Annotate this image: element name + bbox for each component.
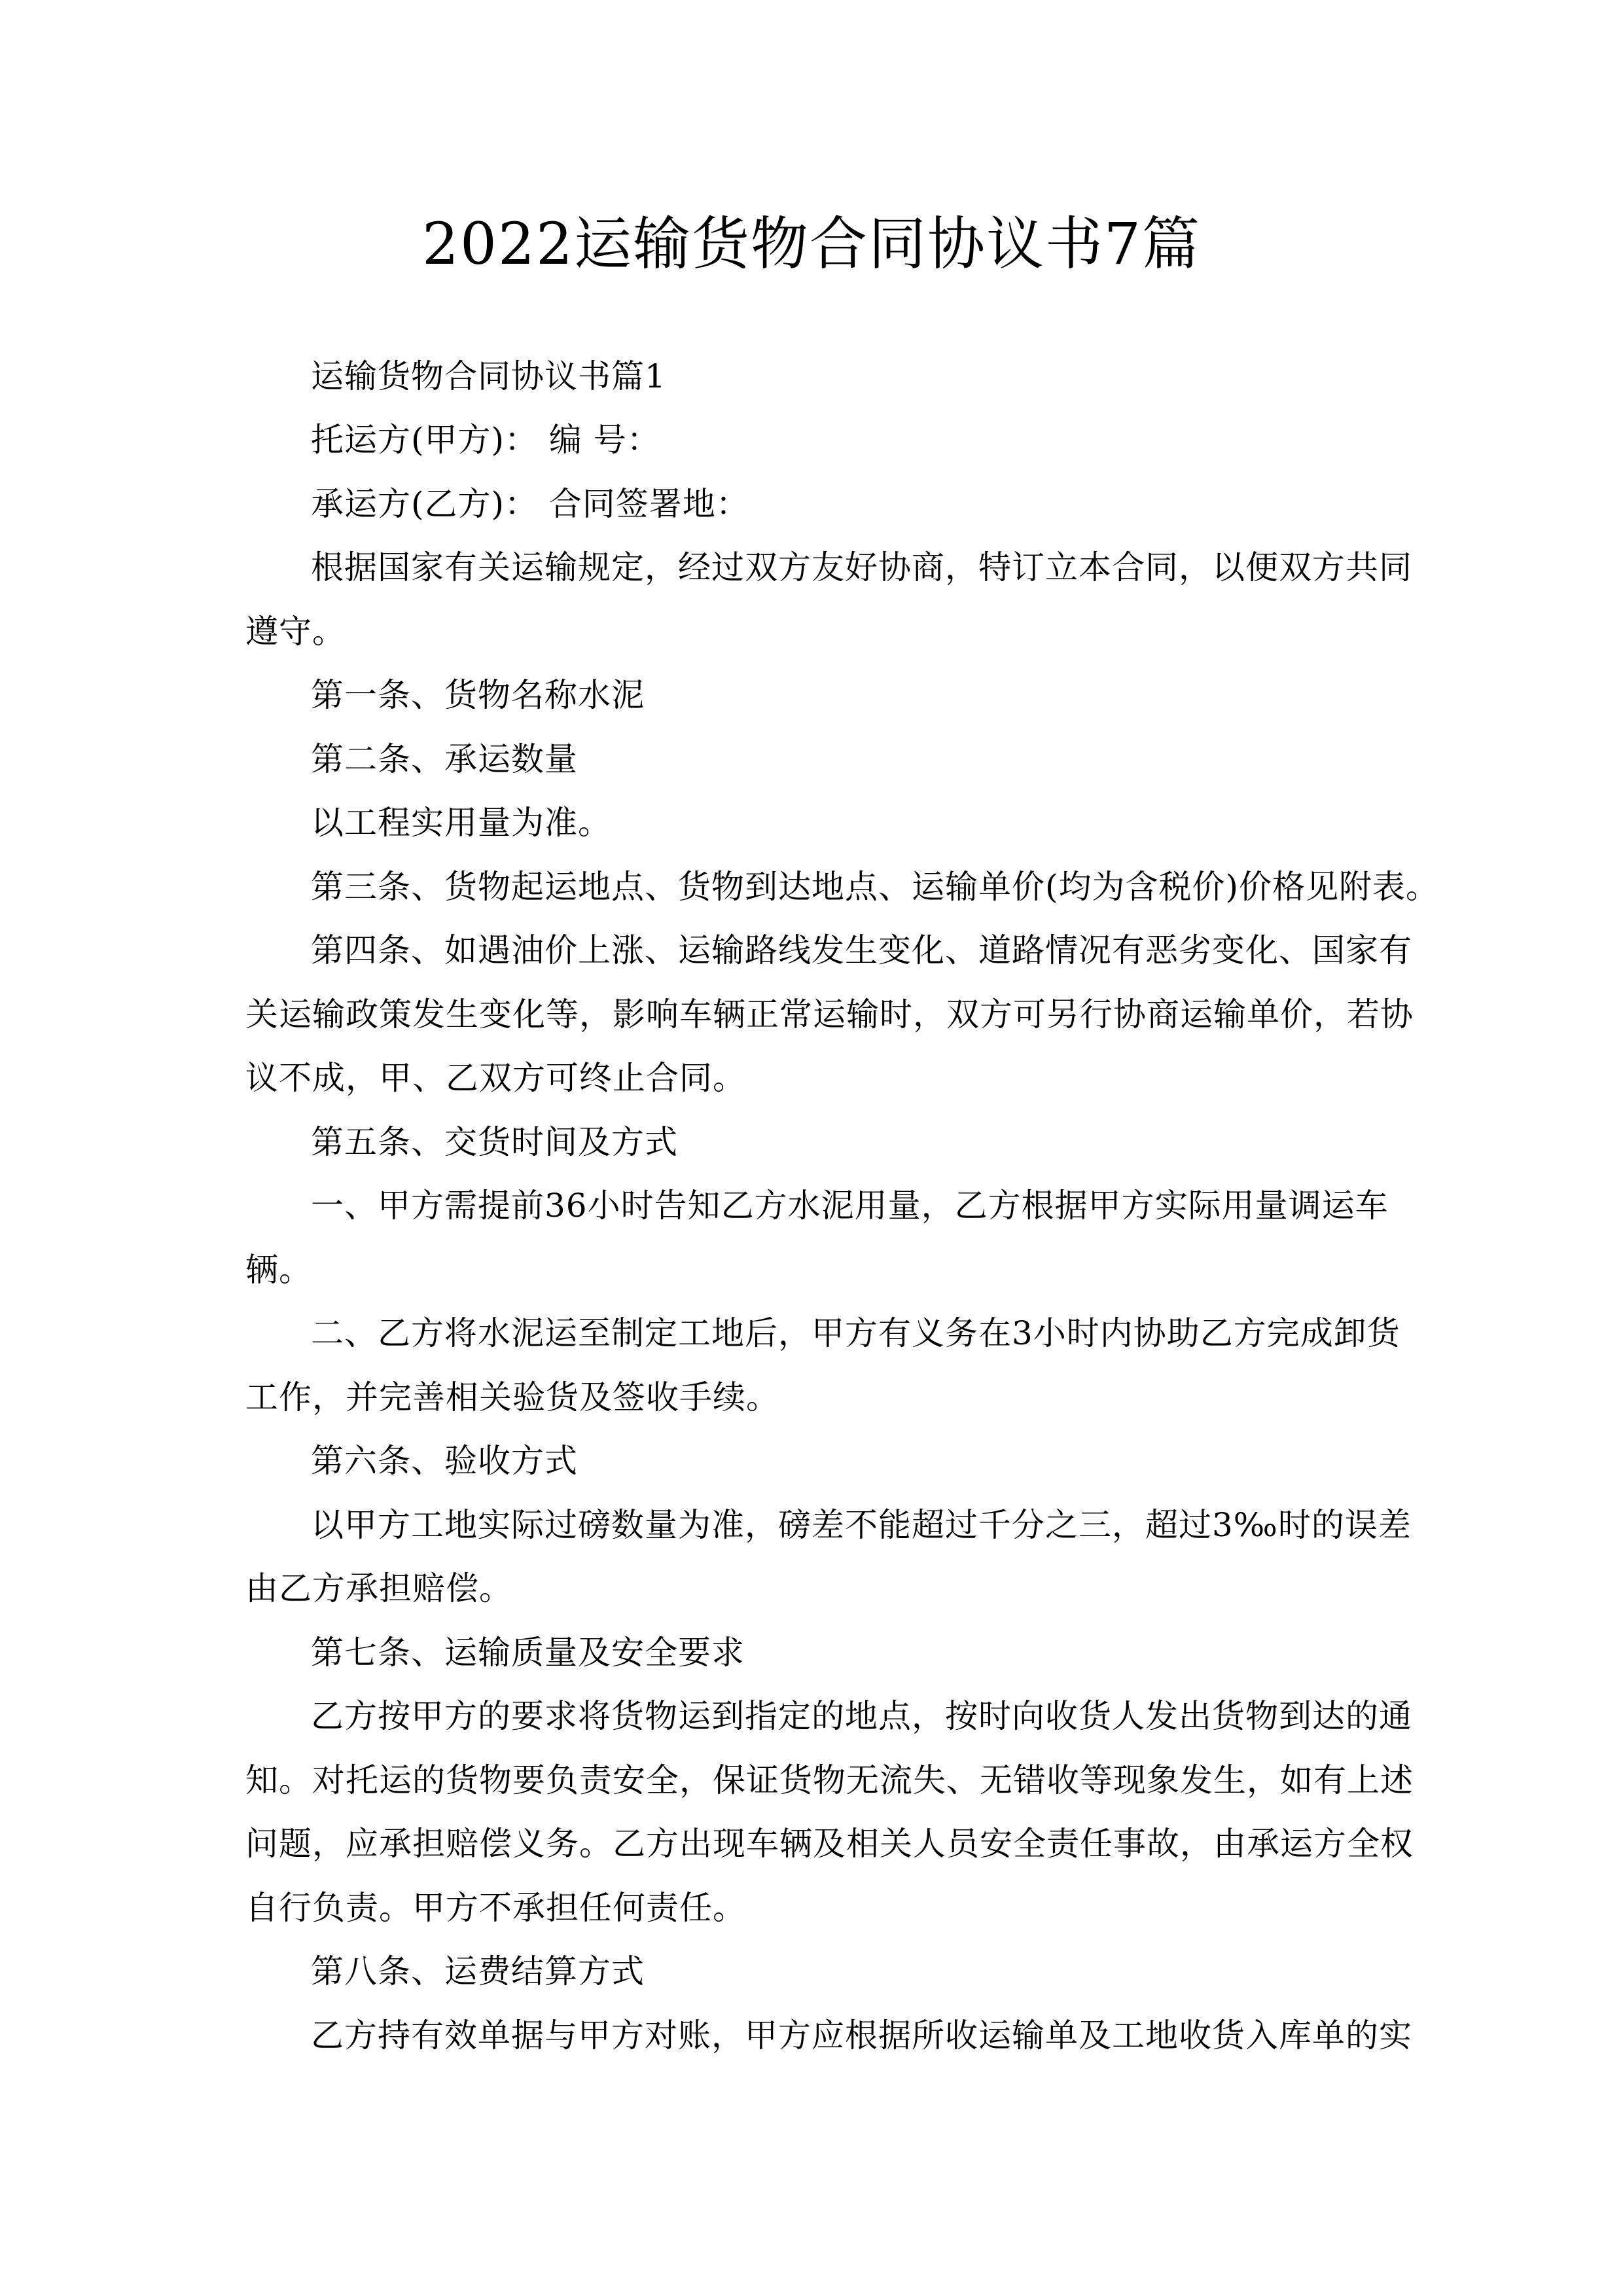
text-line: 第八条、运费结算方式 <box>311 1952 645 1990</box>
text-line: 二、乙方将水泥运至制定工地后，甲方有义务在3小时内协助乙方完成卸货 <box>311 1314 1400 1352</box>
text-line: 承运方(乙方)： 合同签署地： <box>311 485 749 523</box>
text-line: 第五条、交货时间及方式 <box>311 1123 678 1161</box>
text-line: 议不成，甲、乙双方可终止合同。 <box>245 1059 746 1097</box>
text-line: 自行负责。甲方不承担任何责任。 <box>245 1889 746 1927</box>
text-line: 运输货物合同协议书篇1 <box>311 357 666 395</box>
text-line: 一、甲方需提前36小时告知乙方水泥用量，乙方根据甲方实际用量调运车 <box>311 1187 1389 1225</box>
text-line: 第七条、运输质量及安全要求 <box>311 1634 745 1672</box>
text-line: 托运方(甲方)： 编 号： <box>311 421 660 459</box>
text-line: 第三条、货物起运地点、货物到达地点、运输单价(均为含税价)价格见附表。 <box>311 868 1440 906</box>
text-line: 乙方按甲方的要求将货物运到指定的地点，按时向收货人发出货物到达的通 <box>311 1697 1412 1735</box>
text-line: 第二条、承运数量 <box>311 740 578 778</box>
text-line: 以甲方工地实际过磅数量为准，磅差不能超过千分之三，超过3‰时的误差 <box>311 1506 1412 1544</box>
text-line: 第六条、验收方式 <box>311 1442 578 1480</box>
text-line: 由乙方承担赔偿。 <box>245 1570 512 1607</box>
text-line: 以工程实用量为准。 <box>311 804 611 842</box>
text-line: 问题，应承担赔偿义务。乙方出现车辆及相关人员安全责任事故，由承运方全权 <box>245 1825 1414 1863</box>
text-line: 关运输政策发生变化等，影响车辆正常运输时，双方可另行协商运输单价，若协 <box>245 996 1414 1033</box>
text-line: 第一条、货物名称水泥 <box>311 676 645 714</box>
text-line: 乙方持有效单据与甲方对账，甲方应根据所收运输单及工地收货入库单的实 <box>311 2017 1412 2054</box>
document-title: 2022运输货物合同协议书7篇 <box>422 210 1201 278</box>
text-line: 第四条、如遇油价上涨、运输路线发生变化、道路情况有恶劣变化、国家有 <box>311 931 1412 969</box>
text-line: 辆。 <box>245 1251 312 1289</box>
text-line: 根据国家有关运输规定，经过双方友好协商，特订立本合同，以便双方共同 <box>311 548 1412 586</box>
text-line: 工作，并完善相关验货及签收手续。 <box>245 1378 779 1416</box>
text-line: 遵守。 <box>245 613 346 651</box>
text-line: 知。对托运的货物要负责安全，保证货物无流失、无错收等现象发生，如有上述 <box>245 1761 1414 1799</box>
